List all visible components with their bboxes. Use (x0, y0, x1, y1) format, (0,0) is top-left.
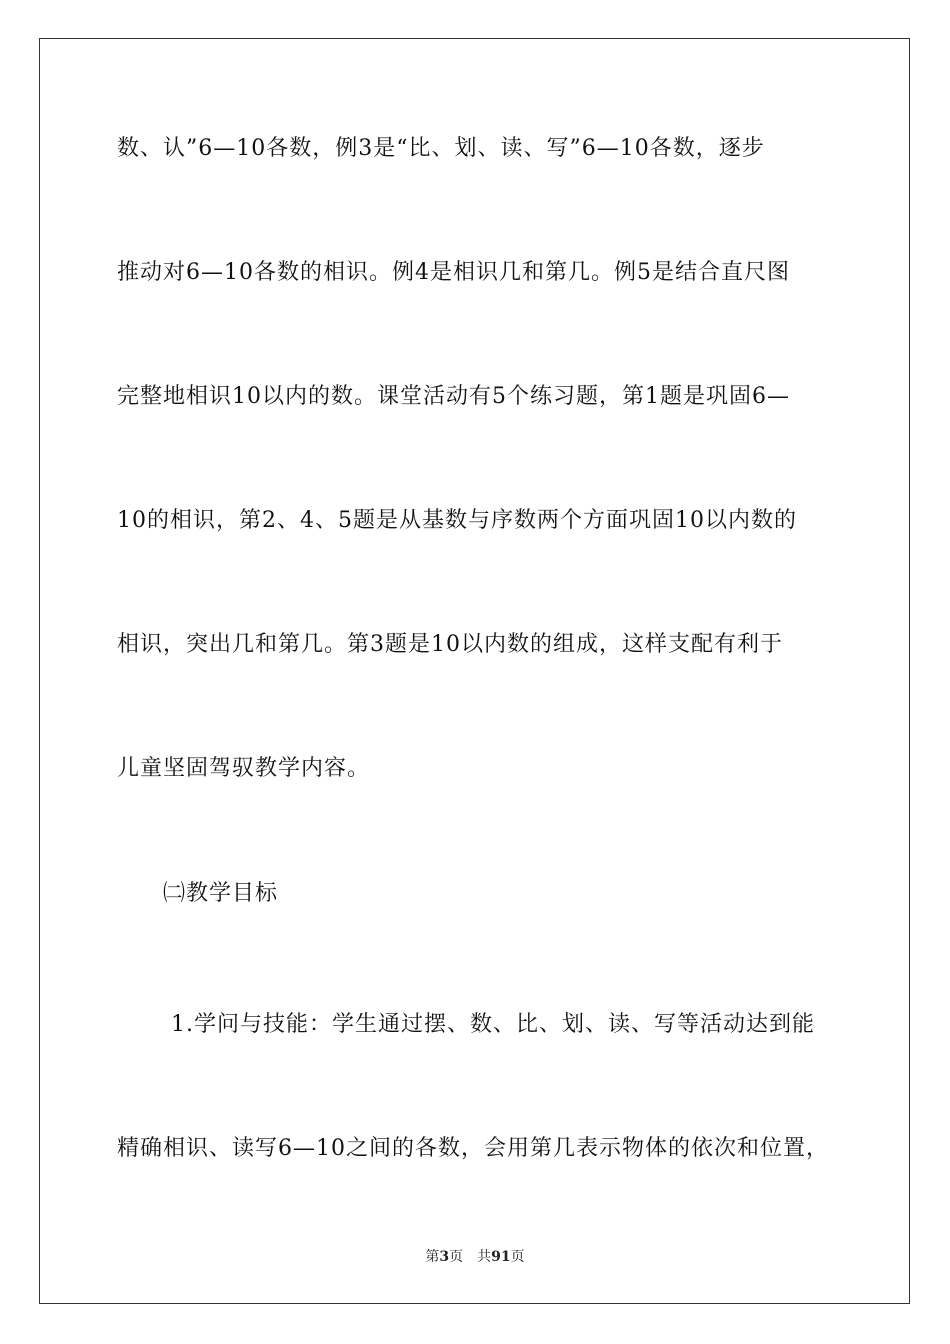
body-text-line-5: 相识，突出几和第几。第3题是10以内数的组成，这样支配有利于 (117, 632, 783, 657)
section-heading: ㈡教学目标 (163, 881, 279, 906)
body-text-line-7: 1.学问与技能：学生通过摆、数、比、划、读、写等活动达到能 (171, 1012, 815, 1037)
footer-page-current: 3 (439, 1249, 450, 1265)
footer-page-suffix: 页 (449, 1249, 464, 1265)
body-text-line-1: 数、认”6—10各数，例3是“比、划、读、写”6—10各数，逐步 (117, 136, 765, 161)
page-footer (0, 1247, 950, 1267)
page-frame (39, 38, 910, 1304)
body-text-line-3: 完整地相识10以内的数。课堂活动有5个练习题，第1题是巩固6— (117, 384, 790, 409)
footer-total-suffix: 页 (510, 1249, 525, 1265)
body-text-line-8: 精确相识、读写6—10之间的各数，会用第几表示物体的依次和位置， (117, 1136, 829, 1161)
body-text-line-6: 儿童坚固驾驭教学内容。 (117, 756, 371, 781)
body-text-line-4: 10的相识，第2、4、5题是从基数与序数两个方面巩固10以内数的 (117, 508, 797, 533)
footer-total-prefix: 共 (477, 1249, 492, 1265)
body-text-line-2: 推动对6—10各数的相识。例4是相识几和第几。例5是结合直尺图 (117, 260, 790, 285)
footer-page-prefix: 第 (425, 1249, 440, 1265)
footer-page-total: 91 (491, 1249, 511, 1265)
